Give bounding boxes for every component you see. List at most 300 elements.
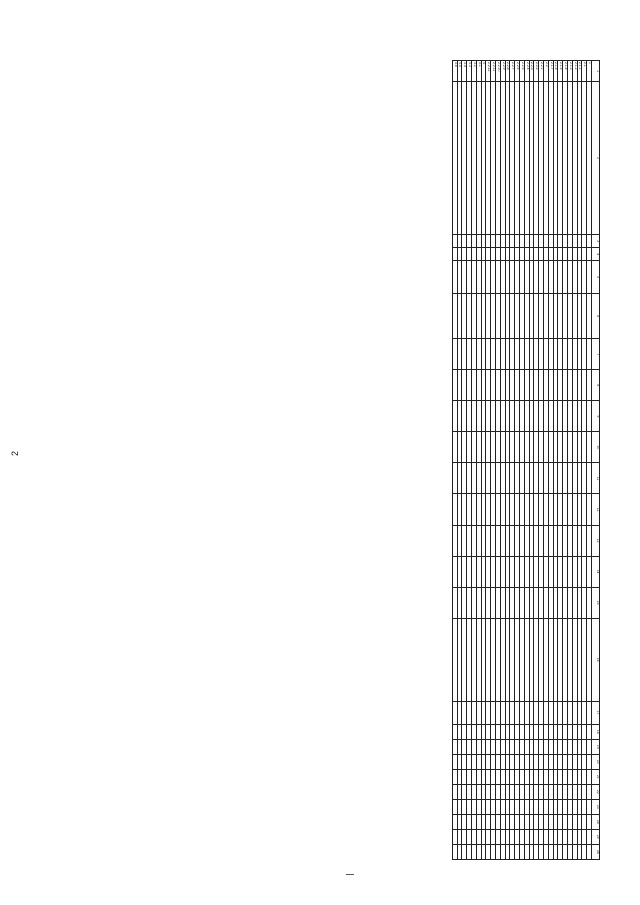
value-cell	[452, 339, 457, 370]
value-cell	[476, 618, 481, 701]
value-cell	[486, 261, 491, 294]
value-cell	[558, 556, 563, 587]
value-cell	[452, 814, 457, 829]
value-cell	[467, 248, 472, 261]
value-cell	[462, 556, 467, 587]
table-body	[452, 61, 591, 860]
value-cell	[548, 844, 553, 859]
value-cell	[577, 739, 582, 754]
row-number-cell: 3.1	[476, 61, 481, 82]
value-cell	[524, 401, 529, 432]
value-cell	[452, 556, 457, 587]
value-cell	[539, 261, 544, 294]
value-cell	[524, 769, 529, 784]
value-cell	[515, 556, 520, 587]
value-cell	[462, 784, 467, 799]
value-cell	[491, 525, 496, 556]
value-cell	[553, 784, 558, 799]
row-description-cell	[524, 82, 529, 235]
value-cell	[481, 494, 486, 525]
value-cell	[563, 294, 568, 339]
value-cell	[476, 525, 481, 556]
value-cell	[544, 829, 549, 844]
value-cell	[572, 618, 577, 701]
value-cell	[510, 339, 515, 370]
value-cell	[548, 754, 553, 769]
value-cell	[467, 525, 472, 556]
value-cell	[572, 432, 577, 463]
table-row	[539, 61, 544, 860]
value-cell	[587, 754, 592, 769]
column-header: 24	[592, 814, 600, 829]
value-cell	[452, 235, 457, 248]
value-cell	[587, 769, 592, 784]
value-cell	[472, 724, 477, 739]
value-cell	[510, 724, 515, 739]
value-cell	[544, 618, 549, 701]
value-cell	[558, 339, 563, 370]
value-cell	[486, 724, 491, 739]
value-cell	[553, 739, 558, 754]
row-number-cell: 3.5	[457, 61, 462, 82]
value-cell	[577, 463, 582, 494]
value-cell	[553, 248, 558, 261]
value-cell	[476, 829, 481, 844]
value-cell	[505, 701, 510, 724]
value-cell	[476, 339, 481, 370]
value-cell	[481, 261, 486, 294]
value-cell	[587, 339, 592, 370]
value-cell	[452, 754, 457, 769]
value-cell	[548, 432, 553, 463]
value-cell	[529, 754, 534, 769]
value-cell	[587, 829, 592, 844]
value-cell	[472, 587, 477, 618]
value-cell	[472, 432, 477, 463]
value-cell	[520, 754, 525, 769]
value-cell	[481, 294, 486, 339]
value-cell	[520, 769, 525, 784]
value-cell	[544, 754, 549, 769]
value-cell	[515, 587, 520, 618]
value-cell	[548, 784, 553, 799]
value-cell	[500, 235, 505, 248]
value-cell	[481, 829, 486, 844]
value-cell	[534, 556, 539, 587]
value-cell	[472, 463, 477, 494]
value-cell	[534, 463, 539, 494]
value-cell	[467, 769, 472, 784]
value-cell	[534, 261, 539, 294]
value-cell	[515, 370, 520, 401]
value-cell	[548, 494, 553, 525]
value-cell	[529, 235, 534, 248]
value-cell	[553, 587, 558, 618]
row-number-cell: 2.1.3	[568, 61, 573, 82]
value-cell	[558, 769, 563, 784]
value-cell	[510, 769, 515, 784]
value-cell	[496, 432, 501, 463]
table-row	[544, 61, 549, 860]
value-cell	[558, 235, 563, 248]
value-cell	[486, 401, 491, 432]
value-cell	[467, 261, 472, 294]
value-cell	[486, 769, 491, 784]
value-cell	[510, 618, 515, 701]
value-cell	[553, 618, 558, 701]
row-description-cell	[577, 82, 582, 235]
value-cell	[529, 701, 534, 724]
value-cell	[481, 248, 486, 261]
row-description-cell	[587, 82, 592, 235]
value-cell	[510, 248, 515, 261]
value-cell	[457, 829, 462, 844]
value-cell	[496, 754, 501, 769]
value-cell	[467, 235, 472, 248]
value-cell	[587, 739, 592, 754]
value-cell	[500, 248, 505, 261]
value-cell	[496, 739, 501, 754]
value-cell	[568, 618, 573, 701]
column-header: 25	[592, 829, 600, 844]
value-cell	[577, 432, 582, 463]
value-cell	[500, 784, 505, 799]
value-cell	[529, 370, 534, 401]
value-cell	[548, 724, 553, 739]
value-cell	[534, 248, 539, 261]
row-description-cell	[553, 82, 558, 235]
value-cell	[544, 724, 549, 739]
value-cell	[505, 799, 510, 814]
value-cell	[553, 463, 558, 494]
value-cell	[582, 432, 587, 463]
value-cell	[520, 587, 525, 618]
value-cell	[534, 769, 539, 784]
value-cell	[548, 261, 553, 294]
value-cell	[462, 829, 467, 844]
value-cell	[476, 784, 481, 799]
value-cell	[544, 556, 549, 587]
value-cell	[524, 829, 529, 844]
value-cell	[587, 618, 592, 701]
value-cell	[520, 556, 525, 587]
value-cell	[548, 799, 553, 814]
row-number-cell: 3	[481, 61, 486, 82]
value-cell	[572, 261, 577, 294]
value-cell	[472, 294, 477, 339]
value-cell	[582, 701, 587, 724]
value-cell	[510, 829, 515, 844]
value-cell	[472, 814, 477, 829]
value-cell	[524, 525, 529, 556]
value-cell	[496, 587, 501, 618]
value-cell	[520, 463, 525, 494]
value-cell	[534, 432, 539, 463]
value-cell	[500, 754, 505, 769]
value-cell	[582, 814, 587, 829]
table-row	[510, 61, 515, 860]
value-cell	[539, 799, 544, 814]
value-cell	[582, 248, 587, 261]
value-cell	[500, 618, 505, 701]
value-cell	[496, 618, 501, 701]
value-cell	[558, 739, 563, 754]
value-cell	[457, 432, 462, 463]
table-row	[452, 61, 457, 860]
value-cell	[481, 525, 486, 556]
value-cell	[544, 701, 549, 724]
value-cell	[553, 769, 558, 784]
table-row	[582, 61, 587, 860]
value-cell	[582, 494, 587, 525]
value-cell	[462, 754, 467, 769]
value-cell	[476, 235, 481, 248]
value-cell	[515, 261, 520, 294]
value-cell	[505, 432, 510, 463]
value-cell	[462, 814, 467, 829]
value-cell	[481, 432, 486, 463]
value-cell	[582, 401, 587, 432]
value-cell	[558, 724, 563, 739]
value-cell	[500, 463, 505, 494]
value-cell	[553, 724, 558, 739]
value-cell	[515, 294, 520, 339]
value-cell	[496, 556, 501, 587]
value-cell	[539, 739, 544, 754]
value-cell	[558, 248, 563, 261]
value-cell	[505, 739, 510, 754]
row-number-cell: 2.2.3	[529, 61, 534, 82]
value-cell	[510, 814, 515, 829]
value-cell	[577, 844, 582, 859]
value-cell	[457, 799, 462, 814]
value-cell	[558, 814, 563, 829]
value-cell	[486, 844, 491, 859]
value-cell	[553, 294, 558, 339]
value-cell	[496, 261, 501, 294]
value-cell	[563, 587, 568, 618]
value-cell	[524, 754, 529, 769]
value-cell	[476, 294, 481, 339]
value-cell	[529, 724, 534, 739]
value-cell	[486, 248, 491, 261]
table-row	[524, 61, 529, 860]
column-header: 26	[592, 844, 600, 859]
table-row	[515, 61, 520, 860]
value-cell	[548, 248, 553, 261]
value-cell	[505, 618, 510, 701]
value-cell	[467, 724, 472, 739]
column-header: 19	[592, 739, 600, 754]
value-cell	[462, 701, 467, 724]
value-cell	[520, 829, 525, 844]
value-cell	[572, 494, 577, 525]
value-cell	[491, 494, 496, 525]
value-cell	[486, 784, 491, 799]
value-cell	[587, 294, 592, 339]
value-cell	[481, 769, 486, 784]
value-cell	[462, 248, 467, 261]
value-cell	[500, 370, 505, 401]
value-cell	[582, 739, 587, 754]
value-cell	[457, 701, 462, 724]
value-cell	[568, 701, 573, 724]
value-cell	[553, 701, 558, 724]
value-cell	[563, 769, 568, 784]
value-cell	[539, 432, 544, 463]
value-cell	[500, 701, 505, 724]
value-cell	[491, 754, 496, 769]
value-cell	[515, 235, 520, 248]
value-cell	[462, 844, 467, 859]
value-cell	[524, 587, 529, 618]
value-cell	[462, 799, 467, 814]
value-cell	[577, 784, 582, 799]
value-cell	[462, 339, 467, 370]
value-cell	[529, 739, 534, 754]
row-number-cell: 2.2.8	[505, 61, 510, 82]
row-number-cell: 3.2	[472, 61, 477, 82]
value-cell	[452, 769, 457, 784]
value-cell	[467, 587, 472, 618]
value-cell	[467, 339, 472, 370]
value-cell	[467, 618, 472, 701]
value-cell	[472, 784, 477, 799]
value-cell	[534, 829, 539, 844]
value-cell	[452, 432, 457, 463]
value-cell	[544, 261, 549, 294]
row-description-cell	[572, 82, 577, 235]
value-cell	[568, 814, 573, 829]
value-cell	[529, 294, 534, 339]
value-cell	[587, 784, 592, 799]
row-number-cell: 2.1.7	[548, 61, 553, 82]
value-cell	[462, 432, 467, 463]
value-cell	[452, 401, 457, 432]
value-cell	[520, 494, 525, 525]
row-description-cell	[529, 82, 534, 235]
value-cell	[524, 339, 529, 370]
value-cell	[563, 618, 568, 701]
column-header: 5	[592, 261, 600, 294]
value-cell	[472, 829, 477, 844]
value-cell	[529, 494, 534, 525]
value-cell	[452, 463, 457, 494]
value-cell	[457, 235, 462, 248]
table-row	[457, 61, 462, 860]
value-cell	[563, 463, 568, 494]
value-cell	[481, 784, 486, 799]
value-cell	[486, 618, 491, 701]
value-cell	[476, 556, 481, 587]
value-cell	[486, 814, 491, 829]
value-cell	[558, 844, 563, 859]
value-cell	[515, 769, 520, 784]
value-cell	[481, 724, 486, 739]
value-cell	[568, 294, 573, 339]
value-cell	[572, 814, 577, 829]
value-cell	[486, 432, 491, 463]
value-cell	[457, 370, 462, 401]
value-cell	[500, 261, 505, 294]
value-cell	[563, 799, 568, 814]
value-cell	[467, 814, 472, 829]
value-cell	[510, 432, 515, 463]
value-cell	[457, 463, 462, 494]
value-cell	[539, 724, 544, 739]
value-cell	[510, 701, 515, 724]
value-cell	[524, 799, 529, 814]
value-cell	[486, 339, 491, 370]
row-number-cell: 2.1.1	[577, 61, 582, 82]
table-row	[496, 61, 501, 860]
value-cell	[491, 724, 496, 739]
row-number-cell: 2.2.12	[486, 61, 491, 82]
value-cell	[467, 494, 472, 525]
value-cell	[520, 701, 525, 724]
row-number-cell: 2.2.2	[534, 61, 539, 82]
column-header: 9	[592, 401, 600, 432]
value-cell	[496, 525, 501, 556]
value-cell	[577, 754, 582, 769]
value-cell	[452, 724, 457, 739]
value-cell	[491, 814, 496, 829]
value-cell	[572, 248, 577, 261]
value-cell	[496, 235, 501, 248]
value-cell	[524, 235, 529, 248]
table-row	[476, 61, 481, 860]
value-cell	[534, 754, 539, 769]
value-cell	[568, 769, 573, 784]
value-cell	[505, 370, 510, 401]
value-cell	[539, 556, 544, 587]
value-cell	[486, 587, 491, 618]
value-cell	[548, 525, 553, 556]
column-header: 2	[592, 82, 600, 235]
value-cell	[577, 248, 582, 261]
value-cell	[582, 829, 587, 844]
value-cell	[467, 739, 472, 754]
table-row	[481, 61, 486, 860]
value-cell	[476, 463, 481, 494]
value-cell	[568, 784, 573, 799]
table-row	[472, 61, 477, 860]
value-cell	[544, 235, 549, 248]
value-cell	[510, 784, 515, 799]
value-cell	[505, 754, 510, 769]
value-cell	[524, 784, 529, 799]
value-cell	[563, 844, 568, 859]
value-cell	[452, 370, 457, 401]
value-cell	[534, 739, 539, 754]
value-cell	[472, 739, 477, 754]
value-cell	[505, 401, 510, 432]
value-cell	[486, 494, 491, 525]
value-cell	[520, 799, 525, 814]
value-cell	[491, 844, 496, 859]
value-cell	[587, 587, 592, 618]
value-cell	[457, 525, 462, 556]
table-row	[500, 61, 505, 860]
value-cell	[577, 525, 582, 556]
value-cell	[452, 739, 457, 754]
value-cell	[572, 701, 577, 724]
value-cell	[457, 556, 462, 587]
value-cell	[491, 432, 496, 463]
value-cell	[476, 494, 481, 525]
value-cell	[467, 463, 472, 494]
value-cell	[472, 556, 477, 587]
